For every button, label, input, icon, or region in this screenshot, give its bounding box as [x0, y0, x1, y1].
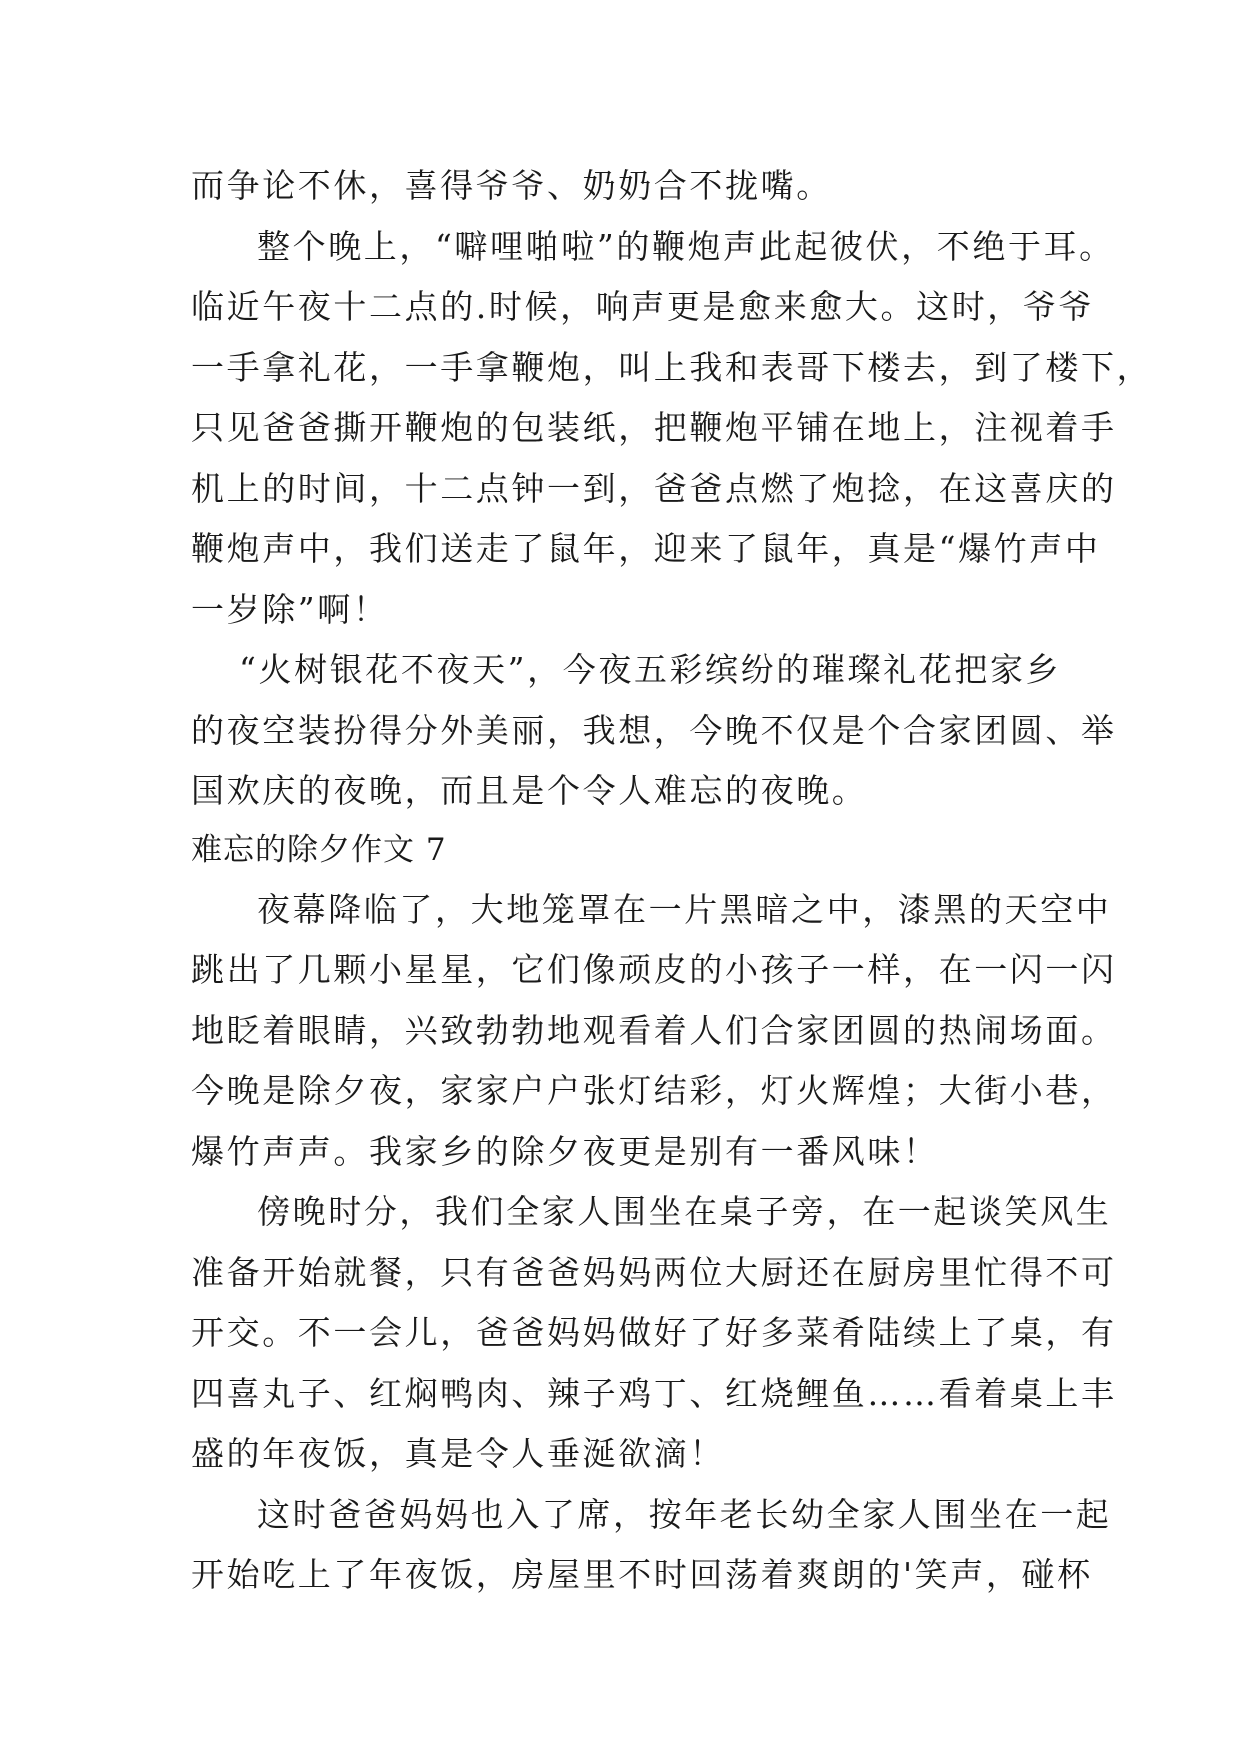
paragraph-start-line: 夜幕降临了，大地笼罩在一片黑暗之中，漆黑的天空中 — [257, 889, 1112, 929]
paragraph-start-line: 整个晚上，“噼哩啪啦”的鞭炮声此起彼伏，不绝于耳。 — [257, 226, 1115, 266]
text-line: 四喜丸子、红焖鸭肉、辣子鸡丁、红烧鲤鱼……看着桌上丰 — [191, 1373, 1117, 1413]
text-line: 的夜空装扮得分外美丽，我想，今晚不仅是个合家团圆、举 — [191, 710, 1117, 750]
text-line: 爆竹声声。我家乡的除夕夜更是别有一番风味！ — [191, 1131, 939, 1171]
text-line: 准备开始就餐，只有爸爸妈妈两位大厨还在厨房里忙得不可 — [191, 1252, 1117, 1292]
text-line: 跳出了几颗小星星，它们像顽皮的小孩子一样，在一闪一闪 — [191, 950, 1117, 989]
section-heading: 难忘的除夕作文 7 — [191, 831, 447, 868]
text-line: 盛的年夜饭，真是令人垂涎欲滴！ — [191, 1434, 725, 1473]
text-line: 国欢庆的夜晚，而且是个令人难忘的夜晚。 — [191, 771, 868, 810]
text-line: 开始吃上了年夜饭，房屋里不时回荡着爽朗的'笑声，碰杯 — [191, 1555, 1093, 1594]
text-line: 只见爸爸撕开鞭炮的包装纸，把鞭炮平铺在地上，注视着手 — [191, 408, 1117, 447]
text-line: 一手拿礼花，一手拿鞭炮，叫上我和表哥下楼去，到了楼下， — [191, 347, 1153, 387]
paragraph-start-line: 这时爸爸妈妈也入了席，按年老长幼全家人围坐在一起 — [257, 1494, 1112, 1534]
paragraph-start-line: 傍晚时分，我们全家人围坐在桌子旁，在一起谈笑风生 — [257, 1192, 1112, 1231]
text-line: 地眨着眼睛，兴致勃勃地观看着人们合家团圆的热闹场面。 — [191, 1010, 1117, 1050]
text-line: 而争论不休，喜得爷爷、奶奶合不拢嘴。 — [191, 166, 832, 205]
text-line: 临近午夜十二点的.时候，响声更是愈来愈大。这时，爷爷 — [191, 287, 1095, 326]
text-line: 一岁除”啊！ — [191, 589, 389, 629]
text-line: 机上的时间，十二点钟一到，爸爸点燃了炮捻，在这喜庆的 — [191, 468, 1117, 508]
text-line: 鞭炮声中，我们送走了鼠年，迎来了鼠年，真是“爆竹声中 — [191, 529, 1101, 568]
document-body — [191, 156, 1153, 1606]
paragraph-start-line: “火树银花不夜天”，今夜五彩缤纷的璀璨礼花把家乡 — [239, 650, 1062, 689]
text-line: 今晚是除夕夜，家家户户张灯结彩，灯火辉煌；大街小巷， — [191, 1071, 1117, 1110]
text-line: 开交。不一会儿，爸爸妈妈做好了好多菜肴陆续上了桌，有 — [191, 1313, 1117, 1352]
